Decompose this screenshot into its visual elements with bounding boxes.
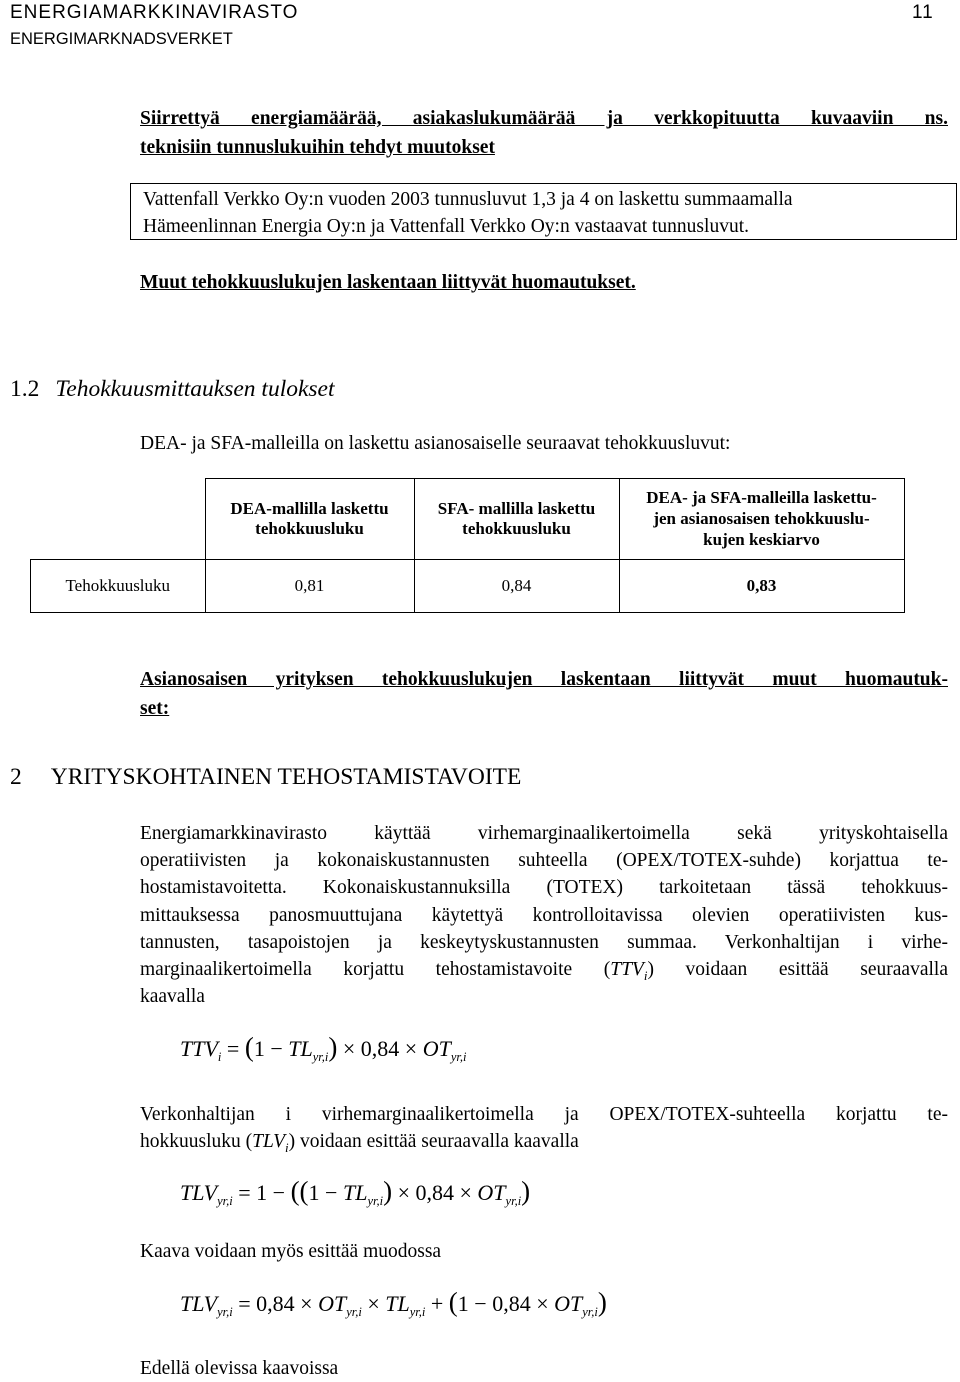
row-label-cell: Tehokkuusluku	[31, 559, 206, 612]
eq2-times-2: ×	[459, 1180, 472, 1205]
eq2-tl-sub: yr,i	[367, 1194, 384, 1208]
eq3-times-3: ×	[536, 1291, 549, 1316]
company-remarks-heading-line1: Asianosaisen yrityksen tehokkuuslukujen laskentaan liittyvät muut huomautuk-	[140, 669, 948, 690]
eq3-coefficient: 0,84	[256, 1291, 295, 1316]
other-remarks-heading: Muut tehokkuuslukujen laskentaan liittyvät huomautukset.	[140, 272, 636, 293]
eq2-lhs-sub: yr,i	[217, 1194, 233, 1208]
ttv-line-post: ) voidaan esittää seuraavalla	[647, 959, 948, 981]
chapter-number: 2	[10, 764, 22, 790]
dea-header-line1: DEA-mallilla laskettu	[230, 498, 389, 518]
chapter-2-paragraph-4: Edellä olevissa kaavoissa	[140, 1358, 339, 1379]
dea-header-line2: tehokkuusluku	[255, 518, 364, 538]
table-header-row	[31, 479, 905, 560]
paragraph-2-line: Verkonhaltijan i virhemarginaalikertoimella ja OPEX/TOTEX-suhteella korjattu te-	[140, 1104, 948, 1125]
eq1-lhs: TTV	[180, 1036, 218, 1061]
tlv-alternative-equation: $TLV_{yr,i} = 0,84 \times OT_{yr,i} \times TL_{yr,i} + (1 - 0,84 \times OT_{yr,i})$	[180, 1287, 607, 1319]
tlv-line-pre: hokkuusluku (	[140, 1131, 253, 1153]
paragraph-1-line	[140, 956, 948, 989]
eq3-coefficient-2: 0,84	[492, 1291, 531, 1316]
eq3-plus: +	[430, 1291, 444, 1316]
eq1-tl: TL	[288, 1036, 313, 1061]
eq3-minus: −	[474, 1291, 487, 1316]
company-remarks-heading-line2: set:	[140, 698, 170, 719]
sfa-value-cell: 0,84	[414, 559, 619, 612]
eq3-lhs: TLV	[180, 1291, 218, 1316]
eq3-lhs-sub: yr,i	[217, 1305, 233, 1319]
eq1-one: 1	[253, 1036, 265, 1061]
eq2-lhs: TLV	[180, 1180, 218, 1205]
chapter-2-paragraph-3: Kaava voidaan myös esittää muodossa	[140, 1241, 442, 1262]
tlv-subscript: i	[285, 1140, 289, 1156]
chapter-2-paragraph-1	[140, 820, 948, 989]
eq3-ot-2: OT	[554, 1291, 583, 1316]
tlv-line-post: ) voidaan esittää seuraavalla kaavalla	[288, 1131, 579, 1153]
avg-header-line3: kujen keskiarvo	[703, 530, 820, 550]
ttv-equation: $TTV_i = (1 - TL_{yr,i}) \times 0,84 \times OT_{yr,i}$	[180, 1032, 467, 1064]
table-header-average	[619, 479, 904, 560]
eq1-times: ×	[342, 1036, 356, 1061]
avg-header-line1: DEA- ja SFA-malleilla laskettu-	[646, 488, 877, 508]
note-box-line2: Hämeenlinnan Energia Oy:n ja Vattenfall Verkko Oy:n vastaavat tunnusluvut.	[143, 216, 749, 237]
paragraph-1-line: mittauksessa panosmuuttujana käytettyä kontrolloitavissa olevien operatiivisten kus-	[140, 904, 948, 926]
eq2-coefficient: 0,84	[415, 1180, 454, 1205]
technical-indicators-heading-line2: teknisiin tunnuslukuihin tehdyt muutokset	[140, 137, 495, 158]
page-number: 11	[912, 2, 934, 23]
section-title: Tehokkuusmittauksen tulokset	[55, 376, 335, 402]
section-1-2-heading	[10, 376, 335, 403]
header-agency-name-fi: ENERGIAMARKKINAVIRASTO	[10, 2, 299, 23]
eq2-minus: −	[272, 1180, 286, 1205]
table-header-sfa	[414, 479, 619, 560]
eq3-ot: OT	[318, 1291, 347, 1316]
paragraph-1-line: operatiivisten ja kokonaiskustannusten suhteella (OPEX/TOTEX-suhde) korjattua te-	[140, 850, 948, 872]
ttv-subscript: i	[643, 967, 648, 983]
eq1-times-2: ×	[404, 1036, 418, 1061]
dea-value-cell: 0,81	[205, 559, 414, 612]
eq2-equals: =	[238, 1180, 251, 1205]
eq2-tl: TL	[342, 1180, 368, 1205]
eq2-one-inner: 1	[308, 1180, 320, 1205]
eq1-coefficient: 0,84	[360, 1036, 400, 1061]
eq3-times-2: ×	[367, 1291, 380, 1316]
avg-header-line2: jen asianosaisen tehokkuuslu-	[653, 509, 870, 529]
paragraph-1-line: hostamistavoitetta. Kokonaiskustannuksilla (TOTEX) tarkoitetaan tässä tehokkuus-	[140, 877, 948, 899]
paragraph-1-last-line: kaavalla	[140, 986, 205, 1007]
sfa-header-line2: tehokkuusluku	[462, 518, 571, 538]
chapter-title: YRITYSKOHTAINEN TEHOSTAMISTAVOITE	[50, 764, 522, 790]
ttv-symbol: TTV	[610, 959, 644, 981]
chapter-2-paragraph-2	[140, 1101, 948, 1161]
eq3-tl: TL	[385, 1291, 410, 1316]
eq3-tl-sub: yr,i	[409, 1305, 426, 1319]
eq1-ot-sub: yr,i	[450, 1050, 467, 1064]
table-corner-cell	[31, 479, 206, 560]
table-header-dea	[205, 479, 414, 560]
eq2-ot-sub: yr,i	[505, 1194, 522, 1208]
note-box-line1: Vattenfall Verkko Oy:n vuoden 2003 tunnusluvut 1,3 ja 4 on laskettu summaamalla	[143, 189, 793, 210]
section-number: 1.2	[10, 376, 40, 402]
eq3-ot-sub: yr,i	[346, 1305, 362, 1319]
eq3-times: ×	[300, 1291, 313, 1316]
eq1-ot: OT	[422, 1036, 451, 1061]
chapter-2-heading	[10, 764, 521, 791]
section-1-2-intro: DEA- ja SFA-malleilla on laskettu asianosaiselle seuraavat tehokkuusluvut:	[140, 433, 731, 454]
average-value-cell: 0,83	[619, 559, 904, 612]
sfa-header-line1: SFA- mallilla laskettu	[437, 498, 596, 518]
eq2-ot: OT	[477, 1180, 506, 1205]
eq3-one: 1	[457, 1291, 469, 1316]
eq1-minus: −	[270, 1036, 283, 1061]
eq2-times: ×	[397, 1180, 410, 1205]
technical-indicators-note-box	[130, 183, 957, 240]
efficiency-results-table	[30, 478, 905, 613]
tlv-symbol: TLV	[252, 1131, 286, 1153]
eq2-one: 1	[256, 1180, 268, 1205]
eq2-minus-inner: −	[325, 1180, 338, 1205]
ttv-line-pre: marginaalikertoimella korjattu tehostamistavoite (	[140, 959, 611, 981]
eq1-lhs-sub: i	[217, 1050, 222, 1064]
table-row	[31, 559, 905, 612]
eq1-tl-sub: yr,i	[312, 1050, 329, 1064]
header-agency-name-sv: ENERGIMARKNADSVERKET	[10, 30, 233, 48]
paragraph-2-line	[140, 1128, 948, 1161]
eq3-ot-2-sub: yr,i	[582, 1305, 598, 1319]
eq3-equals: =	[238, 1291, 251, 1316]
technical-indicators-heading-line1: Siirrettyä energiamäärää, asiakaslukumäärää ja verkkopituutta kuvaaviin ns.	[140, 108, 948, 129]
paragraph-1-line: tannusten, tasapoistojen ja keskeytyskustannusten summaa. Verkonhaltijan i virhe-	[140, 931, 948, 953]
tlv-equation: $TLV_{yr,i} = 1 - ((1 - TL_{yr,i}) \times 0,84 \times OT_{yr,i})$	[180, 1176, 531, 1208]
eq1-equals: =	[226, 1036, 240, 1061]
paragraph-1-line: Energiamarkkinavirasto käyttää virhemarginaalikertoimella sekä yrityskohtaisella	[140, 823, 948, 844]
